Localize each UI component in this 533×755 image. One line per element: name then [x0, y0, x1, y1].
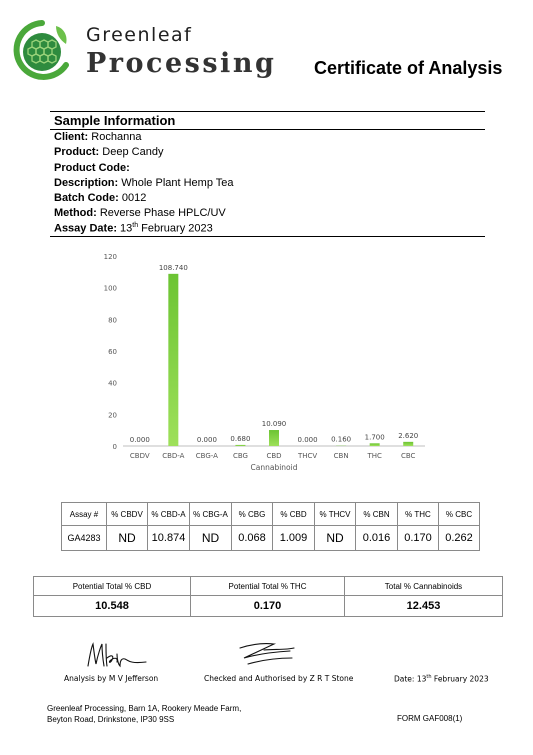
x-tick-label: CBG	[232, 452, 248, 460]
col-header-cbga: % CBG-A	[190, 503, 232, 526]
cell-thcv: ND	[315, 526, 356, 551]
company-address	[47, 703, 241, 725]
document-title: Certificate of Analysis	[314, 58, 503, 78]
totals-table	[33, 576, 503, 617]
bar-cbg	[235, 445, 245, 446]
col-header-cbn: % CBN	[356, 503, 398, 526]
x-axis-title: Cannabinoid	[250, 463, 298, 472]
cell-thc: 0.170	[398, 526, 439, 551]
analyst-signature	[84, 640, 154, 670]
method-row: Method: Reverse Phase HPLC/UV	[54, 207, 226, 219]
x-tick-label: CBDV	[129, 452, 150, 460]
total-cbd-header: Potential Total % CBD	[34, 577, 191, 596]
assay-value-row	[62, 526, 480, 551]
x-tick-label: CBN	[333, 452, 349, 460]
product-row: Product: Deep Candy	[54, 146, 164, 158]
data-label-cbdv: 0.000	[129, 436, 150, 444]
x-tick-label: THC	[367, 452, 382, 460]
data-label-thc: 1.700	[364, 433, 385, 442]
bar-cbd	[269, 430, 279, 446]
cell-cbga: ND	[190, 526, 232, 551]
form-code: FORM GAF008(1)	[397, 714, 463, 723]
x-tick-label: CBG-A	[195, 452, 218, 460]
x-tick-label: CBC	[400, 452, 416, 460]
assay-header-row	[62, 503, 480, 526]
total-cbd-value: 10.548	[34, 596, 191, 617]
x-tick-label: CBD-A	[162, 452, 185, 460]
data-label-cbn: 0.160	[331, 435, 352, 444]
col-header-cbg: % CBG	[232, 503, 273, 526]
cannabinoid-bar-chart	[95, 248, 435, 483]
data-label-thcv: 0.000	[297, 436, 318, 444]
y-tick-label: 20	[108, 411, 117, 420]
total-cannabinoids-header: Total % Cannabinoids	[345, 577, 503, 596]
cell-cbd: 1.009	[273, 526, 315, 551]
signature-date: Date: 13th February 2023	[394, 674, 489, 684]
data-label-cbc: 2.620	[398, 431, 419, 440]
col-header-cbda: % CBD-A	[148, 503, 190, 526]
bar-thc	[370, 443, 380, 446]
description-row: Description: Whole Plant Hemp Tea	[54, 177, 234, 189]
sample-top-rule	[50, 111, 485, 112]
totals-value-row	[34, 596, 503, 617]
address-line-1: Greenleaf Processing, Barn 1A, Rookery Meade Farm,	[47, 704, 242, 713]
assay-date-row: Assay Date: 13th February 2023	[54, 222, 213, 235]
y-tick-label: 60	[108, 348, 117, 356]
sample-bottom-rule	[50, 236, 485, 237]
total-thc-value: 0.170	[191, 596, 345, 617]
y-tick-label: 80	[108, 316, 117, 325]
cell-cbg: 0.068	[232, 526, 273, 551]
x-tick-label: CBD	[266, 452, 282, 460]
bar-cbd-a	[168, 274, 178, 446]
authoriser-signature	[234, 640, 298, 670]
totals-header-row	[34, 577, 503, 596]
total-thc-header: Potential Total % THC	[191, 577, 345, 596]
brand-name-line1: Greenleaf	[86, 24, 193, 46]
cell-cbdv: ND	[107, 526, 148, 551]
sample-info-heading: Sample Information	[54, 113, 176, 128]
col-header-cbd: % CBD	[273, 503, 315, 526]
y-tick-label: 100	[103, 284, 117, 293]
brand-name-line2: Processing	[86, 48, 277, 79]
col-header-cbc: % CBC	[439, 503, 480, 526]
x-tick-label: THCV	[297, 452, 318, 460]
sample-heading-rule	[50, 129, 485, 130]
bar-cbc	[403, 442, 413, 446]
col-header-thcv: % THCV	[315, 503, 356, 526]
product-code-row: Product Code:	[54, 162, 130, 174]
y-tick-label: 120	[103, 253, 117, 261]
cell-assay-id: GA4283	[62, 526, 107, 551]
authoriser-label: Checked and Authorised by Z R T Stone	[204, 674, 354, 683]
batch-code-row: Batch Code: 0012	[54, 192, 147, 204]
col-header-thc: % THC	[398, 503, 439, 526]
analyst-label: Analysis by M V Jefferson	[64, 674, 159, 683]
data-label-cbg-a: 0.000	[196, 436, 217, 444]
y-tick-label: 40	[108, 379, 117, 388]
col-header-cbdv: % CBDV	[107, 503, 148, 526]
data-label-cbg: 0.680	[230, 434, 251, 443]
company-logo	[12, 20, 72, 82]
address-line-2: Beyton Road, Drinkstone, IP30 9SS	[47, 715, 175, 724]
client-row: Client: Rochanna	[54, 131, 142, 143]
total-cannabinoids-value: 12.453	[345, 596, 503, 617]
data-label-cbd: 10.090	[261, 420, 287, 429]
cell-cbn: 0.016	[356, 526, 398, 551]
col-header-assay: Assay #	[62, 503, 107, 526]
assay-results-table	[61, 502, 480, 551]
cell-cbda: 10.874	[148, 526, 190, 551]
data-label-cbd-a: 108.740	[158, 263, 188, 272]
y-tick-label: 0	[112, 443, 117, 451]
cell-cbc: 0.262	[439, 526, 480, 551]
